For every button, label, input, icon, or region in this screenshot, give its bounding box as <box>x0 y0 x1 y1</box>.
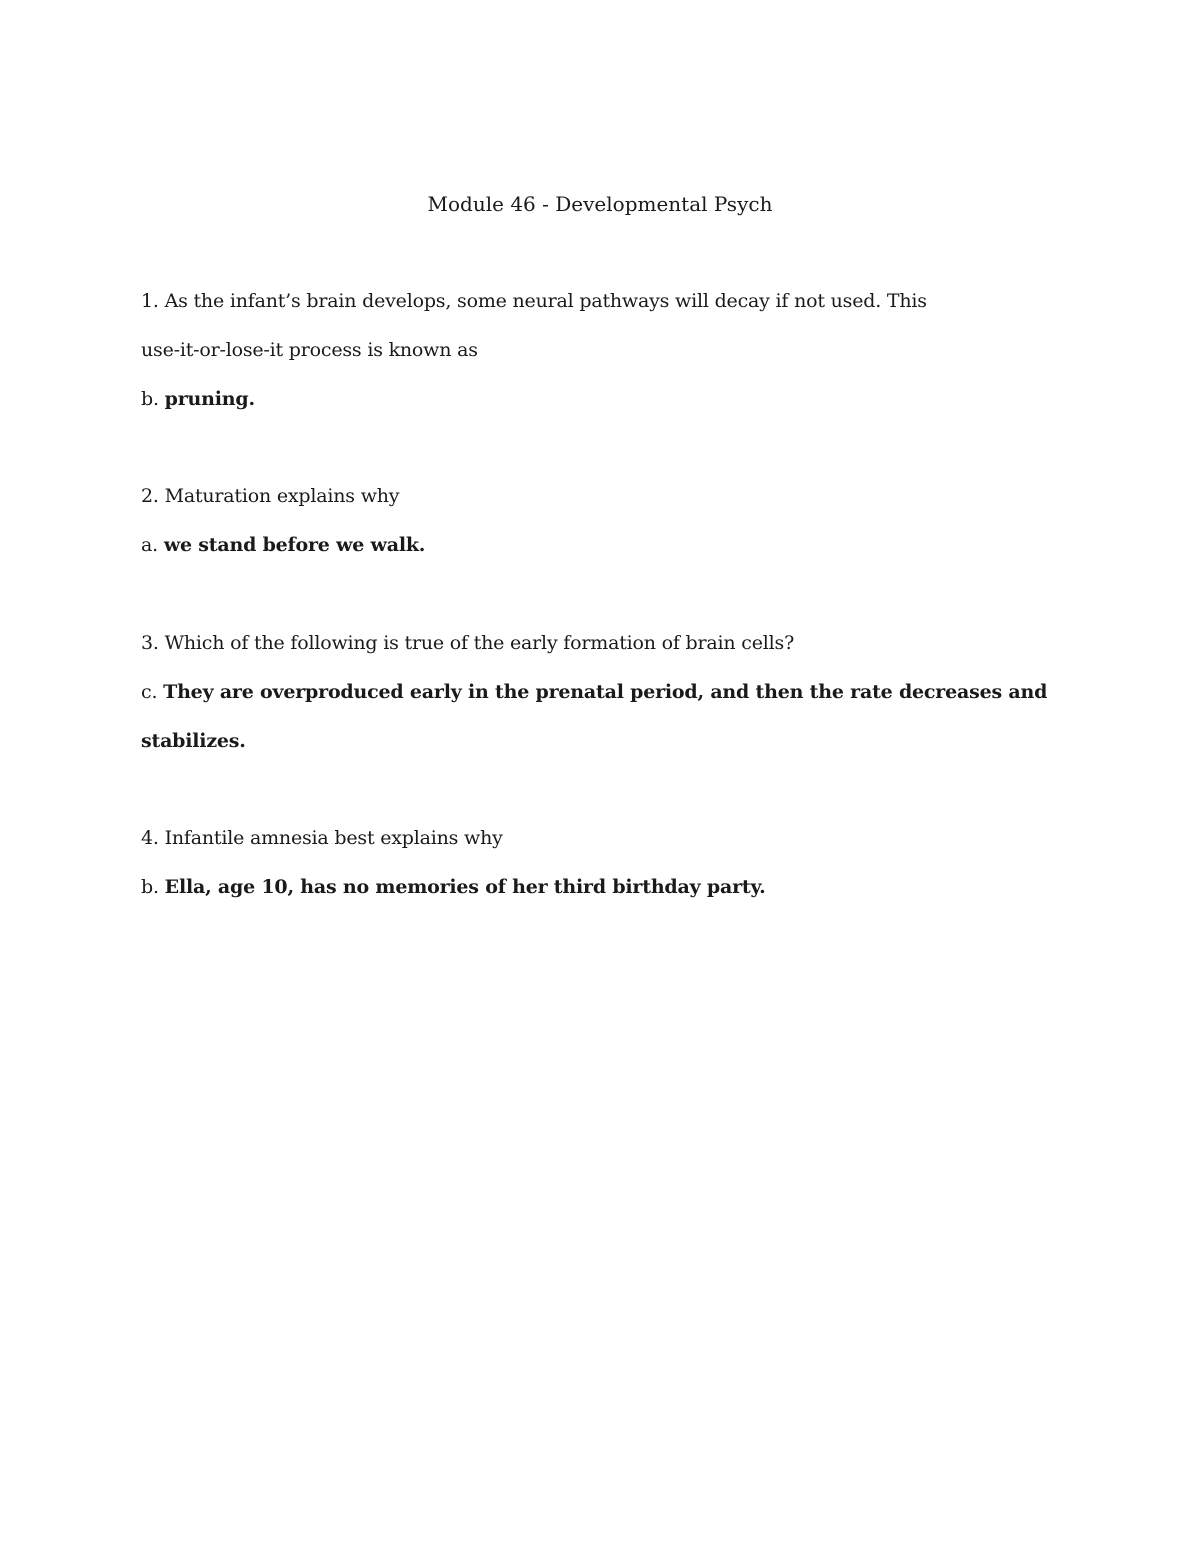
question-3 <box>141 619 1048 766</box>
question-1 <box>141 277 1041 424</box>
question-2-answer-letter: a. <box>141 534 158 556</box>
question-2 <box>141 472 1041 570</box>
question-1-answer-letter: b. <box>141 388 159 410</box>
question-2-answer <box>141 521 1041 570</box>
question-4-answer <box>141 863 1041 912</box>
question-4-prompt-line-1: 4. Infantile amnesia best explains why <box>141 827 503 849</box>
question-3-answer-text-line-1: They are overproduced early in the prenatal period, and then the rate decreases and <box>163 681 1048 703</box>
question-4 <box>141 814 1041 912</box>
document-title: Module 46 - Developmental Psych <box>427 192 773 216</box>
question-1-answer <box>141 375 1041 424</box>
question-3-answer-text-line-2: stabilizes. <box>141 730 246 752</box>
question-2-prompt-line-1: 2. Maturation explains why <box>141 485 400 507</box>
question-4-answer-letter: b. <box>141 876 159 898</box>
question-3-answer <box>141 668 1048 717</box>
question-1-answer-text: pruning. <box>164 388 255 410</box>
question-1-prompt-line-1: 1. As the infant’s brain develops, some neural pathways will decay if not used. This <box>141 290 927 312</box>
question-2-answer-text: we stand before we walk. <box>163 534 426 556</box>
question-3-answer-letter: c. <box>141 681 158 703</box>
question-3-prompt-line-1: 3. Which of the following is true of the early formation of brain cells? <box>141 632 795 654</box>
question-1-prompt-line-2: use-it-or-lose-it process is known as <box>141 339 478 361</box>
question-4-answer-text: Ella, age 10, has no memories of her third birthday party. <box>164 876 766 898</box>
